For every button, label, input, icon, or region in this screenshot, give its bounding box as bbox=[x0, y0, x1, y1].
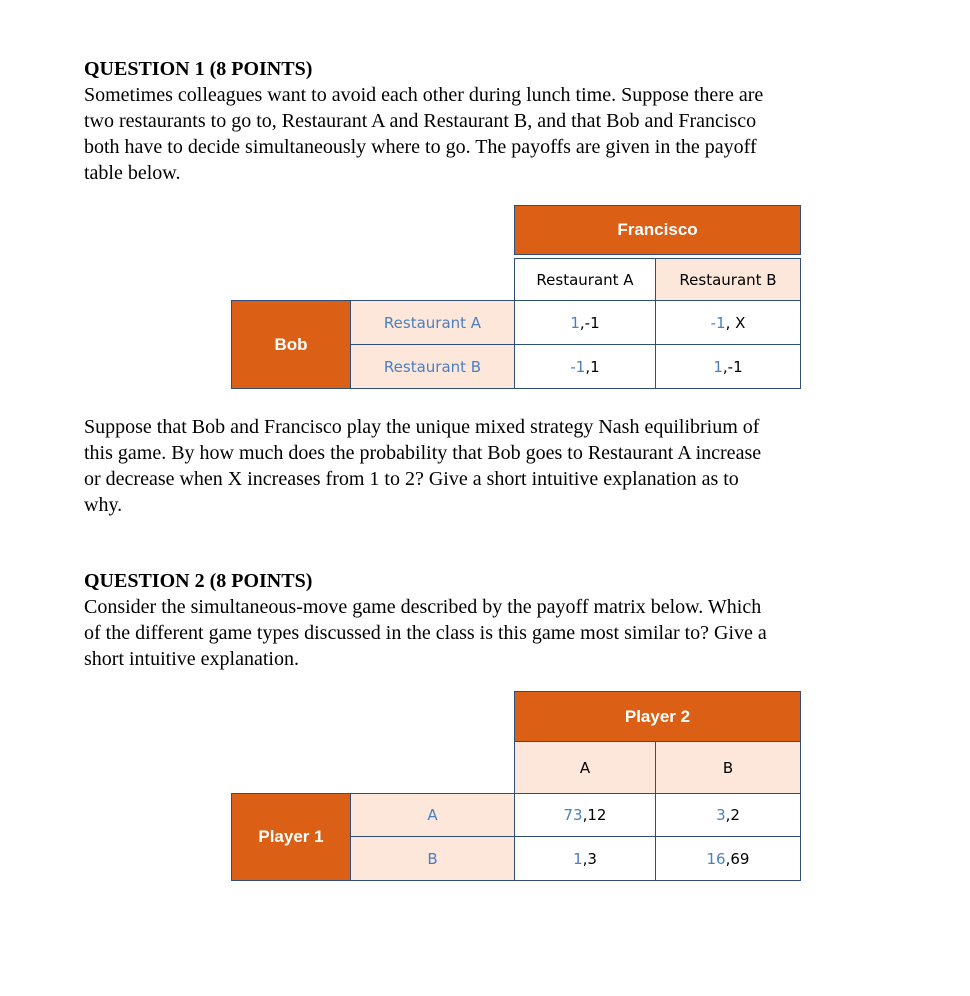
payoff-row: 73 bbox=[563, 806, 583, 824]
text-line: Sometimes colleagues want to avoid each other during lunch time. Suppose there are bbox=[84, 84, 764, 106]
col-player-header: Francisco bbox=[514, 205, 801, 255]
row-player-header: Player 1 bbox=[231, 793, 351, 881]
text-line: of the different game types discussed in the class is this game most similar to? Give a bbox=[84, 622, 767, 644]
col-strategy-header: Restaurant B bbox=[655, 258, 801, 301]
row-strategy-header: B bbox=[350, 836, 515, 881]
payoff-cell: 1 , -1 bbox=[514, 300, 656, 345]
row-player-header: Bob bbox=[231, 300, 351, 389]
payoff-row: 1 bbox=[570, 313, 580, 332]
payoff-row: -1 bbox=[710, 313, 726, 332]
payoff-row: -1 bbox=[570, 357, 586, 376]
payoff-col: 12 bbox=[587, 806, 607, 824]
payoff-col: X bbox=[735, 313, 746, 332]
payoff-cell: 73 , 12 bbox=[514, 793, 656, 837]
text-line: or decrease when X increases from 1 to 2? Give a short intuitive explanation as to bbox=[84, 468, 739, 490]
payoff-col: 1 bbox=[590, 357, 600, 376]
question-2-title: QUESTION 2 (8 POINTS) bbox=[84, 570, 313, 592]
payoff-cell: -1 , 1 bbox=[514, 344, 656, 389]
text-line: two restaurants to go to, Restaurant A and Restaurant B, and that Bob and Francisco bbox=[84, 110, 757, 132]
payoff-cell: -1 , X bbox=[655, 300, 801, 345]
payoff-col: -1 bbox=[727, 357, 743, 376]
text-line: both have to decide simultaneously where to go. The payoffs are given in the payoff bbox=[84, 136, 757, 158]
payoff-row: 16 bbox=[706, 849, 726, 868]
row-strategy-header: A bbox=[350, 793, 515, 837]
text-line: why. bbox=[84, 494, 123, 516]
col-strategy-header: Restaurant A bbox=[514, 258, 656, 301]
text-line: Consider the simultaneous-move game described by the payoff matrix below. Which bbox=[84, 596, 762, 618]
col-strategy-header: B bbox=[655, 741, 801, 794]
payoff-col: 2 bbox=[730, 806, 740, 824]
question-1-intro bbox=[84, 82, 874, 186]
payoff-cell: 1 , -1 bbox=[655, 344, 801, 389]
payoff-col: 69 bbox=[730, 849, 750, 868]
payoff-cell: 1 , 3 bbox=[514, 836, 656, 881]
payoff-cell: 3 , 2 bbox=[655, 793, 801, 837]
question-1-title: QUESTION 1 (8 POINTS) bbox=[84, 58, 313, 80]
payoff-row: 1 bbox=[713, 357, 723, 376]
payoff-col: 3 bbox=[587, 849, 597, 868]
payoff-row: 3 bbox=[716, 806, 726, 824]
text-line: this game. By how much does the probability that Bob goes to Restaurant A increase bbox=[84, 442, 762, 464]
row-strategy-header: Restaurant B bbox=[350, 344, 515, 389]
payoff-cell: 16 , 69 bbox=[655, 836, 801, 881]
text-line: short intuitive explanation. bbox=[84, 648, 299, 670]
question-1-prompt bbox=[84, 414, 874, 518]
col-player-header: Player 2 bbox=[514, 691, 801, 742]
text-line: table below. bbox=[84, 162, 181, 184]
row-strategy-header: Restaurant A bbox=[350, 300, 515, 345]
question-2-intro bbox=[84, 594, 874, 672]
payoff-row: 1 bbox=[573, 849, 583, 868]
payoff-col: -1 bbox=[584, 313, 600, 332]
col-strategy-header: A bbox=[514, 741, 656, 794]
text-line: Suppose that Bob and Francisco play the unique mixed strategy Nash equilibrium of bbox=[84, 416, 760, 438]
